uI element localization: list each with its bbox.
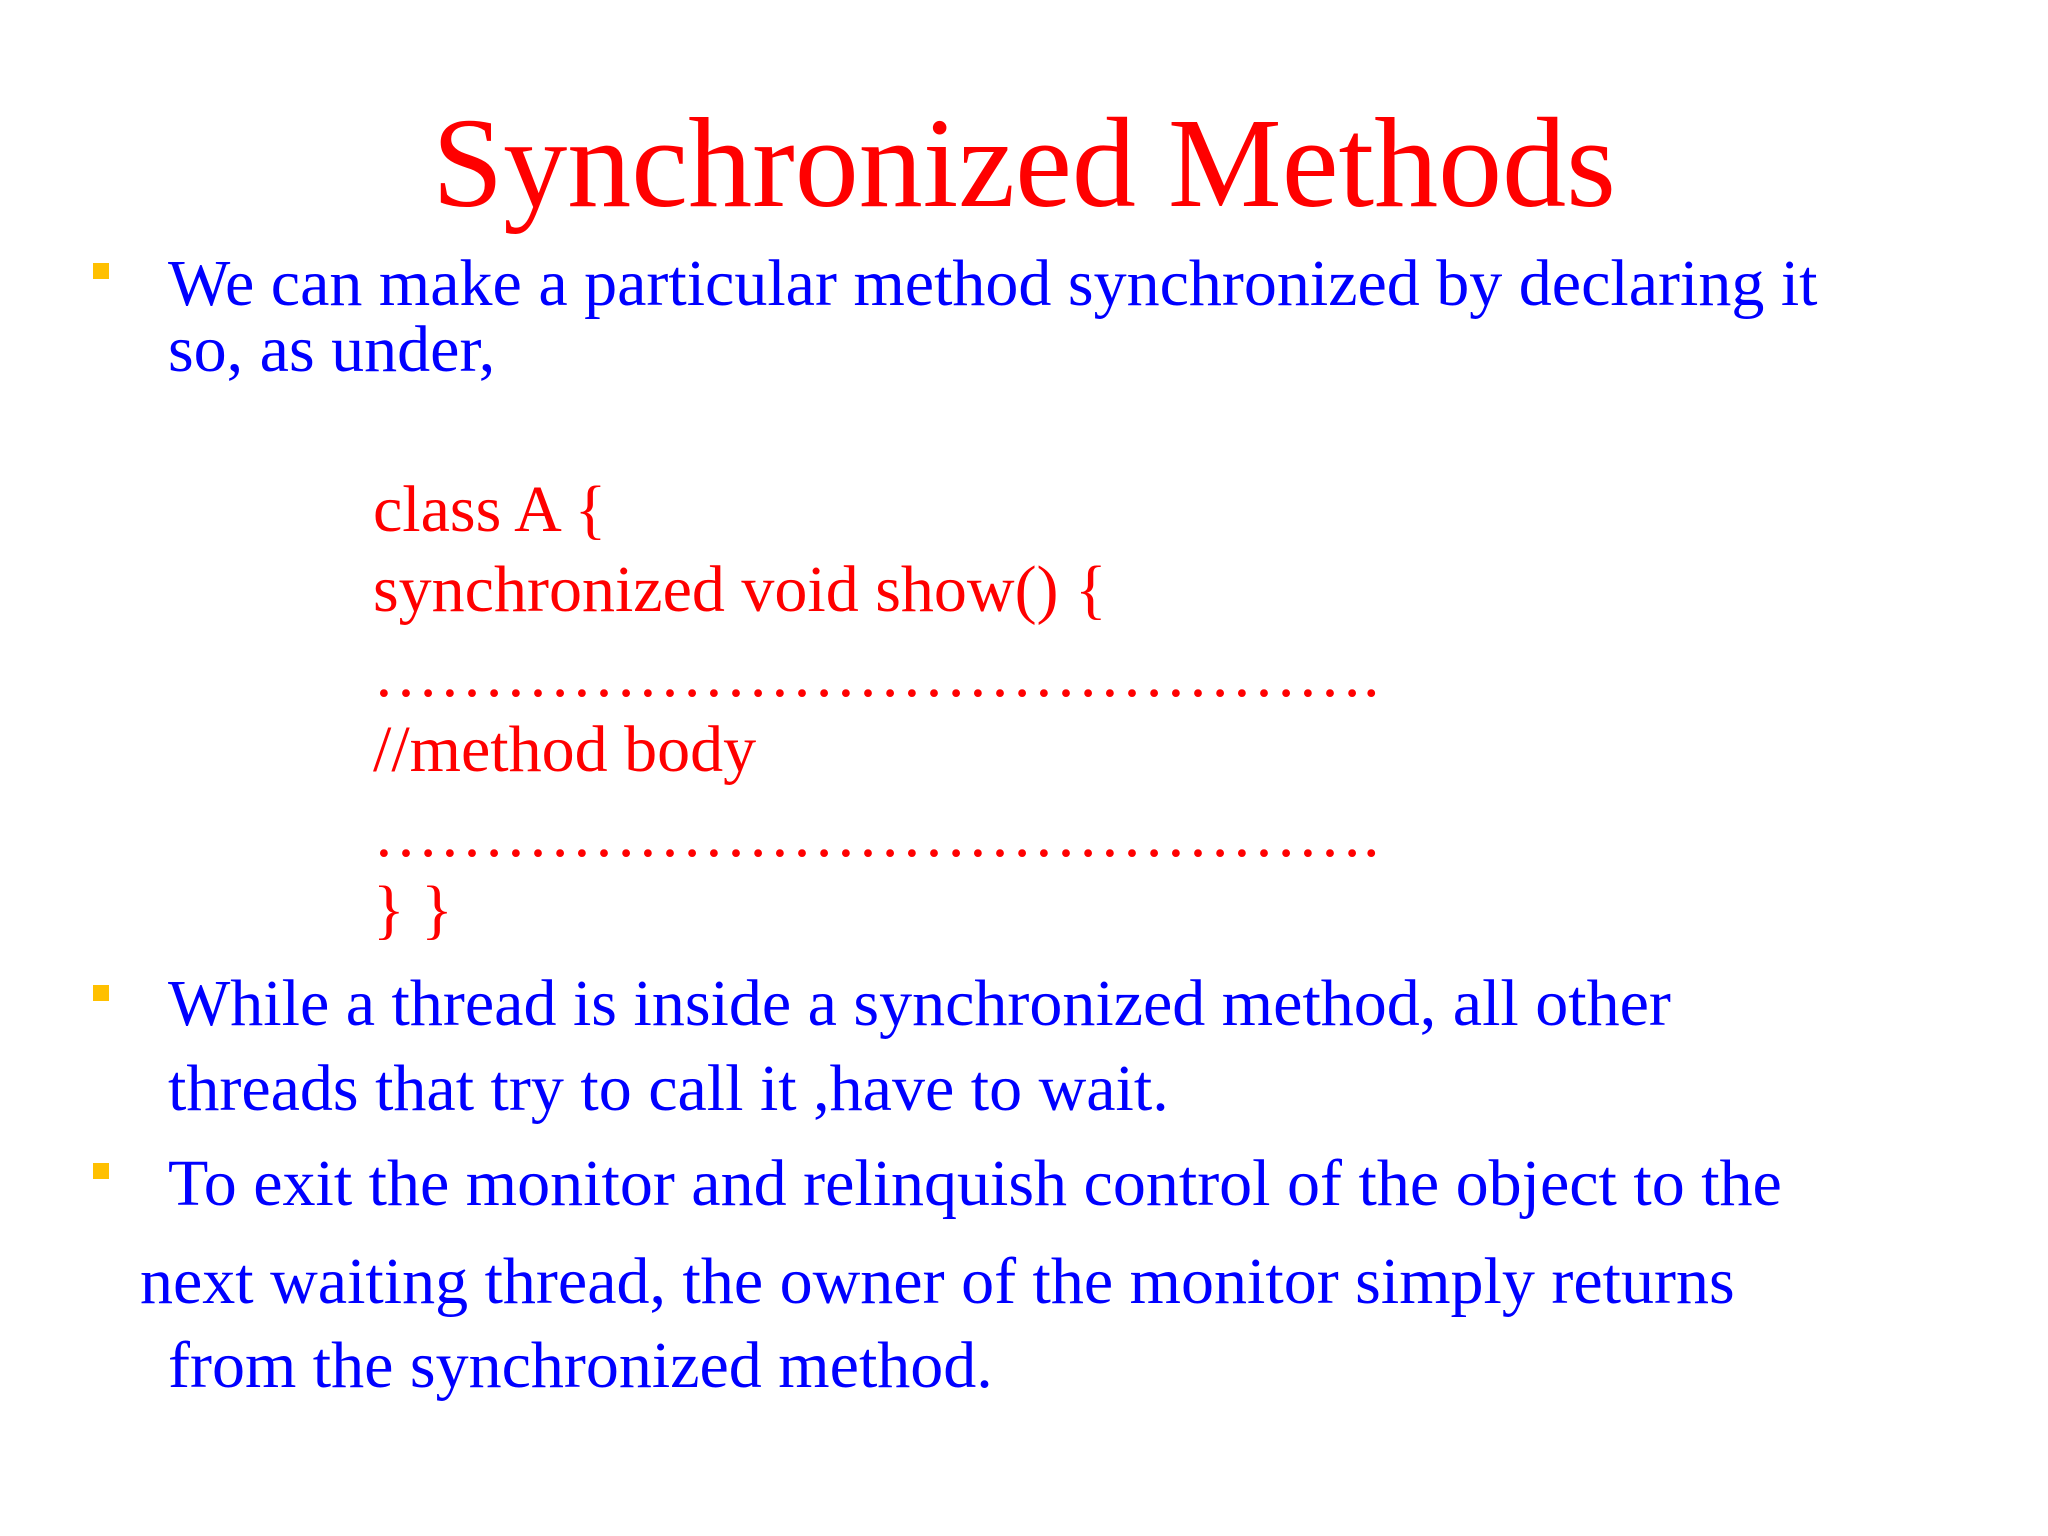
code-line-4: //method body: [373, 713, 757, 786]
code-line-6: } }: [373, 873, 453, 946]
bullet-marker-1: [93, 263, 109, 279]
bullet-3-line-3: from the synchronized method.: [168, 1329, 993, 1402]
code-line-3: ……………………………………….: [373, 638, 1380, 711]
slide-title: Synchronized Methods: [432, 92, 1616, 234]
bullet-2-line-1: While a thread is inside a synchronized method, all other: [168, 967, 1671, 1040]
bullet-marker-3: [93, 1163, 109, 1179]
code-line-5: ……………………………………….: [373, 798, 1380, 871]
bullet-2-line-2: threads that try to call it ,have to wait.: [168, 1052, 1169, 1125]
bullet-3-line-1: To exit the monitor and relinquish control of the object to the: [168, 1147, 1782, 1220]
bullet-3-line-2: next waiting thread, the owner of the monitor simply returns: [140, 1245, 1735, 1318]
code-line-1: class A {: [373, 473, 607, 546]
code-line-2: synchronized void show() {: [373, 553, 1107, 626]
bullet-marker-2: [93, 985, 109, 1001]
bullet-1-line-1: We can make a particular method synchronized by declaring it: [168, 247, 1818, 320]
bullet-1-line-2: so, as under,: [168, 313, 496, 386]
